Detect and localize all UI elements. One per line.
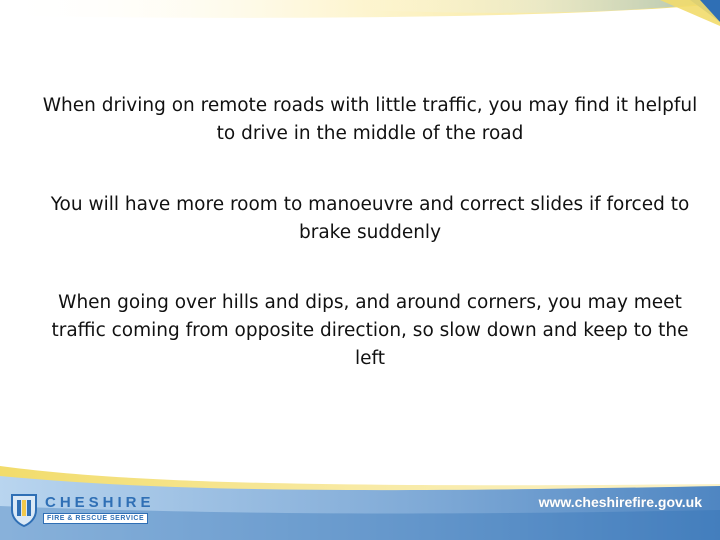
paragraph-room-to-manoeuvre: You will have more room to manoeuvre and correct slides if forced to brake suddenly [50, 194, 690, 243]
footer-website-link[interactable]: www.cheshirefire.gov.uk [538, 494, 702, 510]
paragraph-hills-and-corners: When going over hills and dips, and around corners, you may meet traffic coming from opposite direction, so slow down and keep to the left [51, 292, 689, 369]
crest-icon [9, 492, 39, 528]
paragraph-remote-roads: When driving on remote roads with little traffic, you may find it helpful to drive in the middle of the road [42, 95, 698, 144]
cheshire-fire-logo [9, 492, 155, 530]
logo-subtitle: FIRE & RESCUE SERVICE [43, 513, 148, 524]
logo-name: CHESHIRE [45, 494, 155, 511]
top-decorative-band [0, 0, 720, 28]
